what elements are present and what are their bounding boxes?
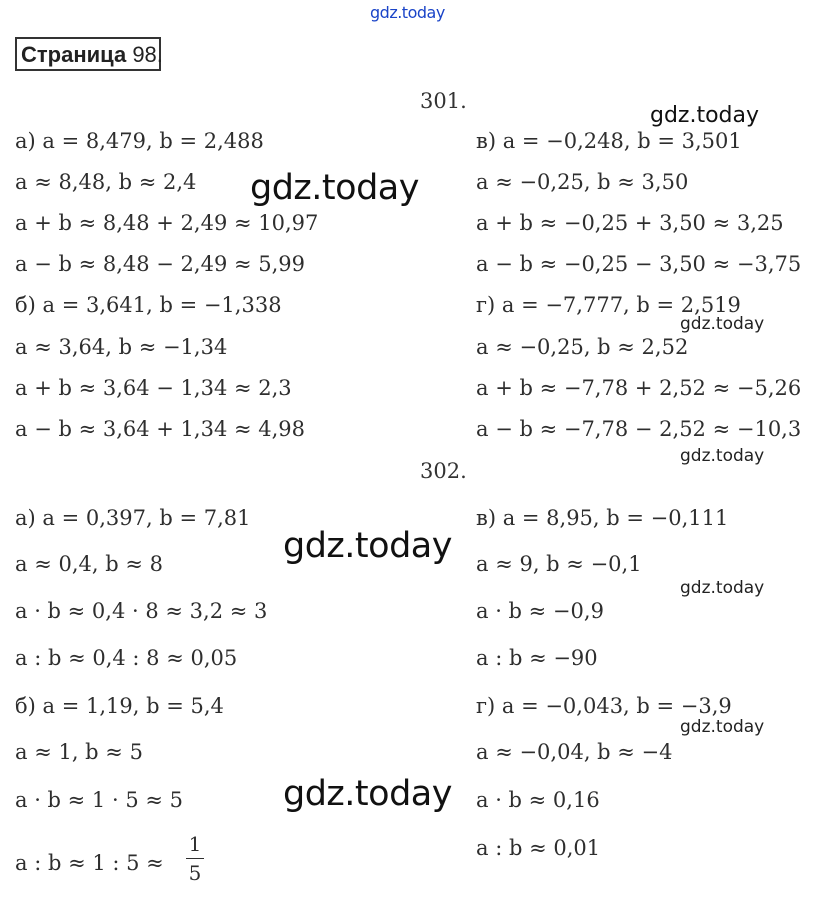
math-line: a + b ≈ −0,25 + 3,50 ≈ 3,25 — [476, 211, 784, 235]
page-label — [15, 37, 161, 71]
watermark: gdz.today — [680, 717, 765, 737]
watermark: gdz.today — [283, 526, 452, 566]
math-line: a · b ≈ −0,9 — [476, 599, 604, 623]
math-line: a · b ≈ 0,16 — [476, 788, 600, 812]
math-line: a − b ≈ 3,64 + 1,34 ≈ 4,98 — [15, 417, 306, 441]
math-line: a ≈ 9, b ≈ −0,1 — [476, 552, 642, 576]
page-label-number: 98. — [132, 42, 163, 67]
watermark-top: gdz.today — [370, 3, 445, 22]
math-line: а) a = 0,397, b = 7,81 — [15, 506, 251, 530]
math-line: a : b ≈ 0,4 : 8 ≈ 0,05 — [15, 646, 238, 670]
math-line: a : b ≈ 0,01 — [476, 836, 601, 860]
math-line: в) a = −0,248, b = 3,501 — [476, 129, 742, 153]
page-label-word: Страница — [21, 42, 127, 67]
math-line: г) a = −7,777, b = 2,519 — [476, 293, 741, 317]
watermark: gdz.today — [250, 168, 419, 208]
math-line: a − b ≈ 8,48 − 2,49 ≈ 5,99 — [15, 252, 306, 276]
math-line: a + b ≈ 8,48 + 2,49 ≈ 10,97 — [15, 211, 319, 235]
math-line: a − b ≈ −0,25 − 3,50 ≈ −3,75 — [476, 252, 802, 276]
fraction-denominator: 5 — [188, 861, 202, 885]
math-line: a ≈ 0,4, b ≈ 8 — [15, 552, 163, 576]
math-line: a · b ≈ 1 · 5 ≈ 5 — [15, 788, 183, 812]
watermark: gdz.today — [680, 578, 765, 598]
watermark: gdz.today — [283, 774, 452, 814]
math-line: a − b ≈ −7,78 − 2,52 ≈ −10,3 — [476, 417, 802, 441]
math-line: a ≈ −0,25, b ≈ 2,52 — [476, 335, 689, 359]
fraction-numerator: 1 — [188, 832, 202, 856]
watermark: gdz.today — [680, 446, 765, 466]
math-line: a ≈ 1, b ≈ 5 — [15, 740, 143, 764]
math-line: г) a = −0,043, b = −3,9 — [476, 694, 732, 718]
watermark: gdz.today — [650, 103, 760, 128]
math-line: а) a = 8,479, b = 2,488 — [15, 129, 264, 153]
math-line: a ≈ 8,48, b ≈ 2,4 — [15, 170, 197, 194]
math-line: a ≈ 3,64, b ≈ −1,34 — [15, 335, 228, 359]
math-line: a : b ≈ −90 — [476, 646, 598, 670]
math-line: a ≈ −0,04, b ≈ −4 — [476, 740, 673, 764]
math-line: a ≈ −0,25, b ≈ 3,50 — [476, 170, 689, 194]
math-line: a + b ≈ −7,78 + 2,52 ≈ −5,26 — [476, 376, 802, 400]
watermark: gdz.today — [680, 314, 765, 334]
math-line: б) a = 3,641, b = −1,338 — [15, 293, 282, 317]
fraction — [186, 832, 204, 885]
math-line: a + b ≈ 3,64 − 1,34 ≈ 2,3 — [15, 376, 292, 400]
math-line: в) a = 8,95, b = −0,111 — [476, 506, 729, 530]
math-line: б) a = 1,19, b = 5,4 — [15, 694, 224, 718]
problem-number: 301. — [420, 89, 467, 113]
math-line: a : b ≈ 1 : 5 ≈ — [15, 851, 164, 875]
problem-number: 302. — [420, 459, 467, 483]
math-line: a · b ≈ 0,4 · 8 ≈ 3,2 ≈ 3 — [15, 599, 268, 623]
